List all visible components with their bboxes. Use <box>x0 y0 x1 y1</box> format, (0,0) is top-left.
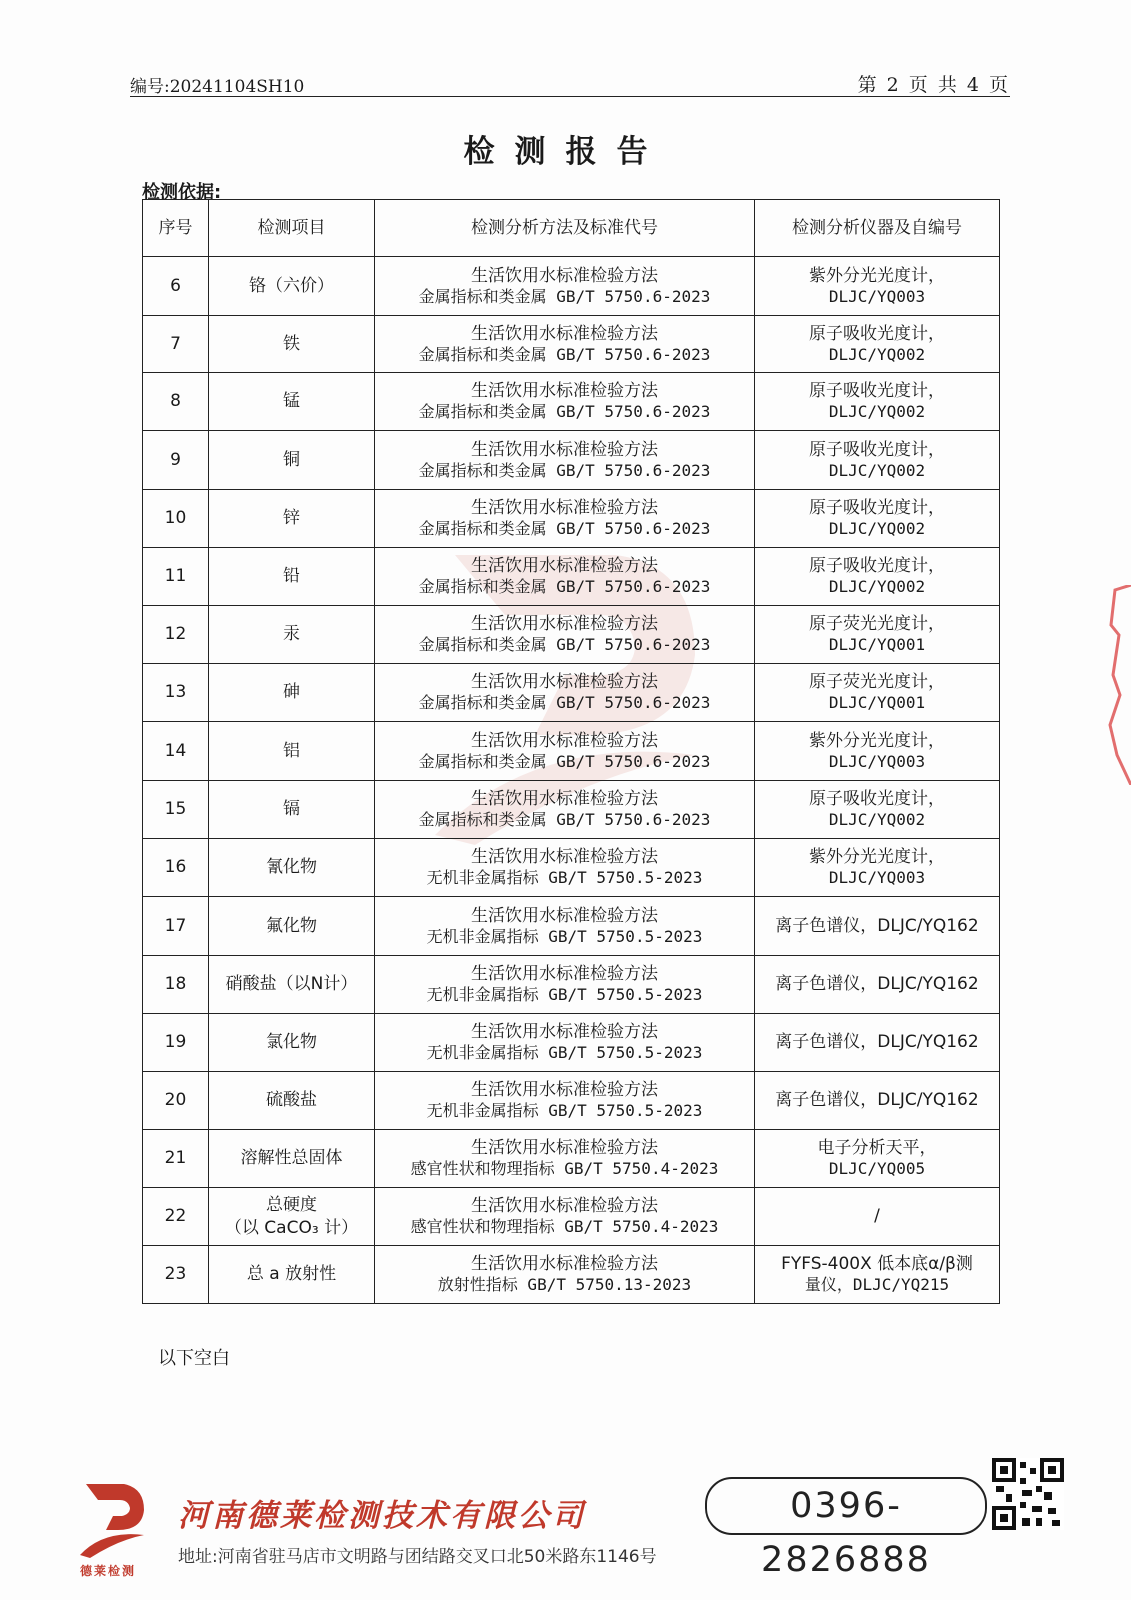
row-number: 17 <box>143 897 209 956</box>
company-logo-icon <box>78 1480 148 1560</box>
test-instrument <box>755 490 1000 548</box>
test-item <box>209 316 375 373</box>
test-item <box>209 257 375 316</box>
instrument-id: DLJC/YQ002 <box>828 344 926 364</box>
instrument-name: 原子吸收光度计， <box>809 381 945 402</box>
test-method <box>375 373 755 431</box>
instrument-id: DLJC/YQ003 <box>828 751 926 771</box>
row-number: 22 <box>143 1188 209 1246</box>
blank-below-note: 以下空白 <box>158 1348 230 1369</box>
test-instrument <box>755 373 1000 431</box>
report-title: 检测报告 <box>463 134 668 170</box>
method-title: 生活饮用水标准检验方法 <box>471 1080 658 1101</box>
header-cell-item: 检测项目 <box>209 200 375 257</box>
method-standard: 金属指标和类金属 GB/T 5750.6-2023 <box>418 577 711 597</box>
table-row <box>143 1246 1000 1304</box>
test-method <box>375 1014 755 1072</box>
test-item-name: 氟化物 <box>266 915 317 936</box>
test-item-name: 铝 <box>283 740 300 761</box>
method-title: 生活饮用水标准检验方法 <box>471 498 658 519</box>
method-title: 生活饮用水标准检验方法 <box>471 381 658 402</box>
table-row <box>143 897 1000 956</box>
test-item <box>209 373 375 431</box>
method-title: 生活饮用水标准检验方法 <box>471 556 658 577</box>
header-cell-instrument: 检测分析仪器及自编号 <box>755 200 1000 257</box>
row-number: 13 <box>143 664 209 722</box>
row-number: 8 <box>143 373 209 431</box>
method-standard: 无机非金属指标 GB/T 5750.5-2023 <box>426 1043 703 1063</box>
table-row <box>143 1188 1000 1246</box>
instrument-id: DLJC/YQ002 <box>828 810 926 830</box>
instrument-name: 原子吸收光度计， <box>809 439 945 460</box>
test-item <box>209 1072 375 1130</box>
test-instrument <box>755 897 1000 956</box>
test-item-name: 镉 <box>283 799 300 820</box>
table-row <box>143 431 1000 490</box>
test-item-name: 总硬度 <box>266 1195 317 1216</box>
company-address: 地址:河南省驻马店市文明路与团结路交叉口北50米路东1146号 <box>178 1547 657 1567</box>
method-standard: 感官性状和物理指标 GB/T 5750.4-2023 <box>410 1159 719 1179</box>
test-item-name: 铅 <box>283 566 300 587</box>
test-item-name: 铜 <box>283 449 300 470</box>
table-row <box>143 781 1000 839</box>
method-title: 生活饮用水标准检验方法 <box>471 439 658 460</box>
page-header <box>130 68 1010 97</box>
test-item-name: 锰 <box>283 391 300 412</box>
method-standard: 无机非金属指标 GB/T 5750.5-2023 <box>426 926 703 946</box>
test-method <box>375 722 755 781</box>
test-item <box>209 606 375 664</box>
page-number: 第 2 页 共 4 页 <box>857 74 1010 96</box>
table-row <box>143 373 1000 431</box>
test-item-name: 溶解性总固体 <box>240 1148 343 1169</box>
method-standard: 金属指标和类金属 GB/T 5750.6-2023 <box>418 460 711 480</box>
row-number: 15 <box>143 781 209 839</box>
test-method <box>375 548 755 606</box>
method-title: 生活饮用水标准检验方法 <box>471 672 658 693</box>
method-standard: 金属指标和类金属 GB/T 5750.6-2023 <box>418 635 711 655</box>
test-item <box>209 548 375 606</box>
test-method <box>375 1130 755 1188</box>
method-standard: 金属指标和类金属 GB/T 5750.6-2023 <box>418 810 711 830</box>
method-title: 生活饮用水标准检验方法 <box>471 614 658 635</box>
test-item <box>209 1130 375 1188</box>
test-item-name: 锌 <box>283 508 300 529</box>
table-row <box>143 548 1000 606</box>
test-item-note: （以 CaCO₃ 计） <box>224 1217 359 1238</box>
test-method <box>375 1246 755 1304</box>
header-cell-no: 序号 <box>143 200 209 257</box>
test-method <box>375 839 755 897</box>
method-title: 生活饮用水标准检验方法 <box>471 905 658 926</box>
method-title: 生活饮用水标准检验方法 <box>471 1196 658 1217</box>
table-row <box>143 839 1000 897</box>
row-number: 19 <box>143 1014 209 1072</box>
method-title: 生活饮用水标准检验方法 <box>471 265 658 286</box>
seal-stamp-edge-icon <box>1105 585 1131 785</box>
instrument-name: / <box>874 1206 880 1227</box>
report-number: 编号:20241104SH10 <box>130 77 305 97</box>
table-row <box>143 606 1000 664</box>
test-instrument <box>755 1246 1000 1304</box>
header-cell-method: 检测分析方法及标准代号 <box>375 200 755 257</box>
row-number: 12 <box>143 606 209 664</box>
test-item-name: 砷 <box>283 682 300 703</box>
method-title: 生活饮用水标准检验方法 <box>471 323 658 344</box>
method-standard: 金属指标和类金属 GB/T 5750.6-2023 <box>418 344 711 364</box>
test-method <box>375 664 755 722</box>
table-row <box>143 1014 1000 1072</box>
instrument-name: 原子荧光光度计， <box>809 672 945 693</box>
method-standard: 放射性指标 GB/T 5750.13-2023 <box>437 1275 692 1295</box>
test-item-name: 硫酸盐 <box>266 1090 317 1111</box>
instrument-name: FYFS-400X 低本底α/β测 <box>781 1254 973 1275</box>
test-instrument <box>755 548 1000 606</box>
test-item-name: 硝酸盐（以N计） <box>225 974 358 995</box>
method-standard: 感官性状和物理指标 GB/T 5750.4-2023 <box>410 1217 719 1237</box>
table-row <box>143 490 1000 548</box>
method-standard: 无机非金属指标 GB/T 5750.5-2023 <box>426 868 703 888</box>
instrument-name: 紫外分光光度计， <box>809 847 945 868</box>
test-item <box>209 1014 375 1072</box>
row-number: 16 <box>143 839 209 897</box>
test-method <box>375 1188 755 1246</box>
test-item <box>209 839 375 897</box>
brand-name: 德莱检测 <box>80 1564 137 1578</box>
test-item <box>209 956 375 1014</box>
test-instrument <box>755 606 1000 664</box>
test-item-name: 铬（六价） <box>249 275 334 296</box>
row-number: 6 <box>143 257 209 316</box>
instrument-id: DLJC/YQ005 <box>828 1159 926 1179</box>
instrument-id: DLJC/YQ001 <box>828 693 926 713</box>
test-instrument <box>755 781 1000 839</box>
table-row <box>143 316 1000 373</box>
method-title: 生活饮用水标准检验方法 <box>471 730 658 751</box>
instrument-id: DLJC/YQ002 <box>828 460 926 480</box>
method-title: 生活饮用水标准检验方法 <box>471 789 658 810</box>
test-basis-table <box>142 199 1000 1304</box>
row-number: 14 <box>143 722 209 781</box>
test-item-name: 铁 <box>283 333 300 354</box>
row-number: 20 <box>143 1072 209 1130</box>
instrument-id: DLJC/YQ003 <box>828 868 926 888</box>
method-title: 生活饮用水标准检验方法 <box>471 964 658 985</box>
table-row <box>143 722 1000 781</box>
instrument-name: 离子色谱仪，DLJC/YQ162 <box>775 1032 979 1053</box>
test-method <box>375 316 755 373</box>
test-item-name: 氯化物 <box>266 1032 317 1053</box>
instrument-name: 原子吸收光度计， <box>809 323 945 344</box>
table-row <box>143 1130 1000 1188</box>
table-row <box>143 1072 1000 1130</box>
test-instrument <box>755 1072 1000 1130</box>
test-item <box>209 897 375 956</box>
test-method <box>375 490 755 548</box>
test-instrument <box>755 839 1000 897</box>
method-standard: 无机非金属指标 GB/T 5750.5-2023 <box>426 1101 703 1121</box>
test-instrument <box>755 1188 1000 1246</box>
instrument-name: 紫外分光光度计， <box>809 730 945 751</box>
instrument-name: 原子吸收光度计， <box>809 498 945 519</box>
method-standard: 金属指标和类金属 GB/T 5750.6-2023 <box>418 751 711 771</box>
instrument-name: 离子色谱仪，DLJC/YQ162 <box>775 974 979 995</box>
row-number: 11 <box>143 548 209 606</box>
table-row <box>143 956 1000 1014</box>
company-phone: 0396-2826888 <box>705 1477 987 1535</box>
instrument-name: 紫外分光光度计， <box>809 265 945 286</box>
method-title: 生活饮用水标准检验方法 <box>471 1022 658 1043</box>
instrument-name: 电子分析天平， <box>817 1138 937 1159</box>
instrument-name: 离子色谱仪，DLJC/YQ162 <box>775 1090 979 1111</box>
method-title: 生活饮用水标准检验方法 <box>471 1138 658 1159</box>
test-method <box>375 956 755 1014</box>
test-item <box>209 490 375 548</box>
method-title: 生活饮用水标准检验方法 <box>471 1254 658 1275</box>
instrument-name: 原子荧光光度计， <box>809 614 945 635</box>
test-item <box>209 722 375 781</box>
method-title: 生活饮用水标准检验方法 <box>471 847 658 868</box>
test-item-name: 总 a 放射性 <box>246 1264 337 1285</box>
test-instrument <box>755 956 1000 1014</box>
company-name: 河南德莱检测技术有限公司 <box>178 1498 586 1534</box>
instrument-id: 量仪，DLJC/YQ215 <box>804 1275 950 1295</box>
test-instrument <box>755 1014 1000 1072</box>
test-method <box>375 606 755 664</box>
test-item <box>209 431 375 490</box>
table-header-row <box>143 200 1000 257</box>
test-instrument <box>755 1130 1000 1188</box>
test-item <box>209 1246 375 1304</box>
method-standard: 无机非金属指标 GB/T 5750.5-2023 <box>426 985 703 1005</box>
row-number: 18 <box>143 956 209 1014</box>
test-instrument <box>755 722 1000 781</box>
row-number: 21 <box>143 1130 209 1188</box>
table-row <box>143 257 1000 316</box>
instrument-id: DLJC/YQ002 <box>828 519 926 539</box>
test-item-name: 氰化物 <box>266 857 317 878</box>
test-method <box>375 1072 755 1130</box>
row-number: 7 <box>143 316 209 373</box>
instrument-id: DLJC/YQ002 <box>828 402 926 422</box>
test-method <box>375 781 755 839</box>
instrument-id: DLJC/YQ001 <box>828 635 926 655</box>
method-standard: 金属指标和类金属 GB/T 5750.6-2023 <box>418 693 711 713</box>
table-row <box>143 664 1000 722</box>
qr-code-icon <box>992 1458 1064 1530</box>
method-standard: 金属指标和类金属 GB/T 5750.6-2023 <box>418 519 711 539</box>
test-item <box>209 664 375 722</box>
test-item-name: 汞 <box>283 624 300 645</box>
instrument-id: DLJC/YQ003 <box>828 286 926 306</box>
company-footer <box>0 1450 1131 1590</box>
instrument-name: 原子吸收光度计， <box>809 789 945 810</box>
test-method <box>375 257 755 316</box>
test-method <box>375 431 755 490</box>
test-item <box>209 781 375 839</box>
instrument-name: 原子吸收光度计， <box>809 556 945 577</box>
test-instrument <box>755 431 1000 490</box>
basis-label: 检测依据: <box>142 182 222 203</box>
instrument-name: 离子色谱仪，DLJC/YQ162 <box>775 915 979 936</box>
test-instrument <box>755 664 1000 722</box>
instrument-id: DLJC/YQ002 <box>828 577 926 597</box>
test-instrument <box>755 257 1000 316</box>
row-number: 9 <box>143 431 209 490</box>
row-number: 23 <box>143 1246 209 1304</box>
test-item <box>209 1188 375 1246</box>
test-method <box>375 897 755 956</box>
row-number: 10 <box>143 490 209 548</box>
test-instrument <box>755 316 1000 373</box>
method-standard: 金属指标和类金属 GB/T 5750.6-2023 <box>418 402 711 422</box>
method-standard: 金属指标和类金属 GB/T 5750.6-2023 <box>418 286 711 306</box>
